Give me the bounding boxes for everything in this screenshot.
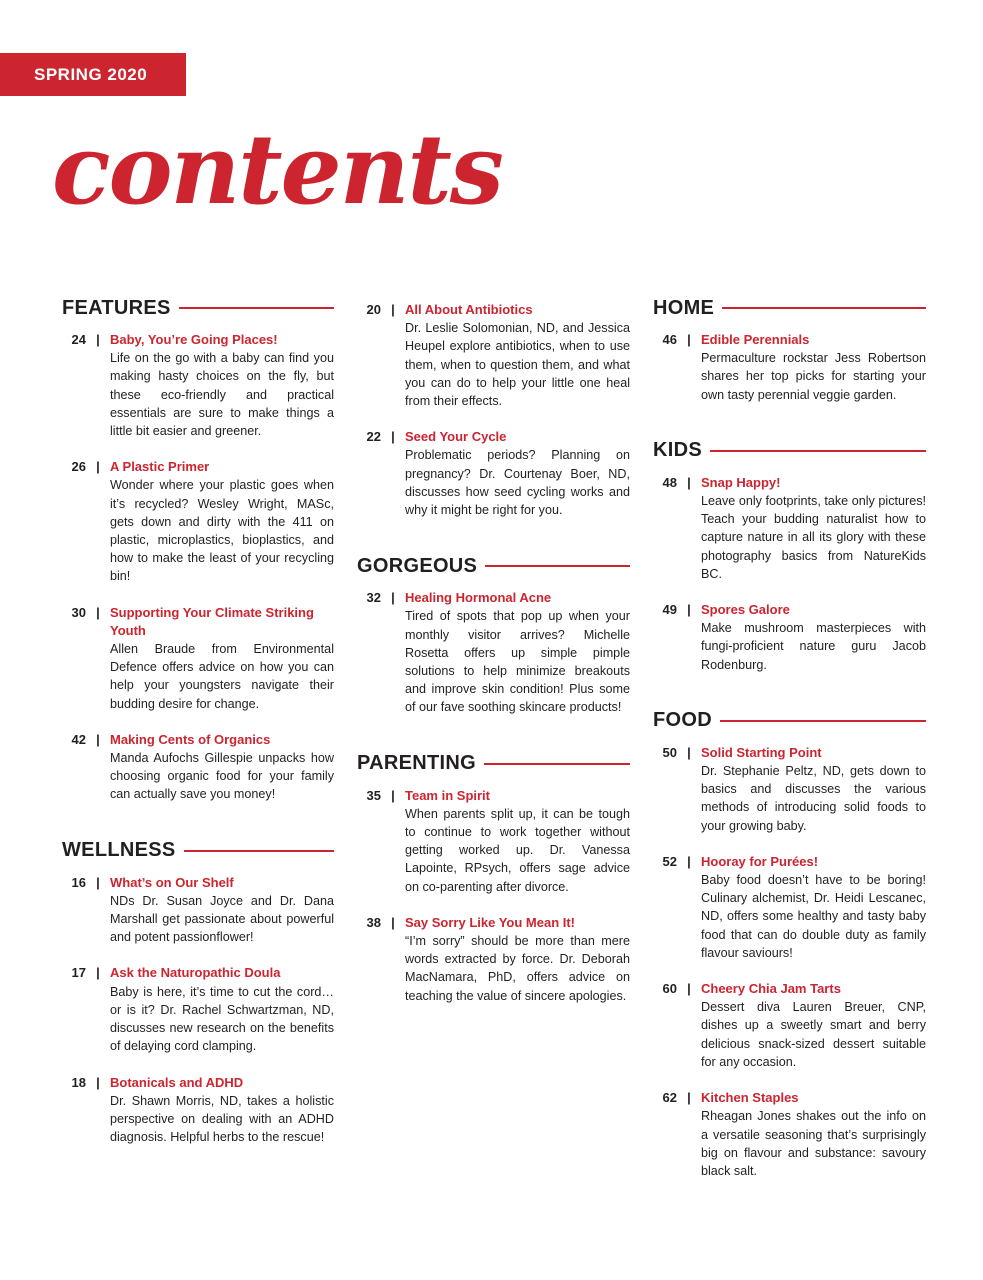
toc-entry [653, 853, 926, 962]
entry-title: Hooray for Purées! [701, 853, 819, 869]
separator: | [687, 853, 691, 869]
section-rule [710, 450, 926, 452]
entry-description: Wonder where your plastic goes when it’s recycled? Wesley Wright, MASc, gets down and dirty with the 411 on plastic, microplastics, bioplastics, and how to make the least of your recycling bin! [110, 478, 334, 584]
page-title: contents [52, 113, 502, 226]
page-number: 60 [662, 981, 677, 997]
entry-description: Dessert diva Lauren Breuer, CNP, dishes up a sweetly smart and berry delicious snack-sized dessert suitable for any occasion. [701, 1000, 926, 1069]
separator: | [96, 459, 100, 475]
page-number: 22 [366, 429, 381, 445]
toc-entry [653, 744, 926, 835]
entry-title: Spores Galore [701, 602, 790, 618]
entry-description: Dr. Stephanie Peltz, ND, gets down to basics and discusses the various methods of introducing solid foods to your growing baby. [701, 764, 926, 833]
separator: | [687, 1090, 691, 1106]
entry-title: Seed Your Cycle [405, 429, 507, 445]
section-rule [184, 850, 334, 852]
entry-list-wellness [62, 874, 334, 1147]
entry-list-food [653, 744, 926, 1180]
page-number: 32 [366, 590, 381, 606]
entry-body [405, 428, 630, 519]
entry-description: Problematic periods? Planning on pregnancy? Dr. Courtenay Boer, ND, discusses how seed cycling works and why it might be right for you. [405, 448, 630, 518]
entry-title: Healing Hormonal Acne [405, 590, 552, 606]
section-header-home [653, 293, 926, 323]
entry-body [110, 1074, 334, 1147]
toc-entry [62, 1074, 334, 1147]
entry-body [405, 589, 630, 716]
entry-list-home [653, 331, 926, 404]
entry-list-gorgeous [357, 589, 630, 716]
entry-list-kids [653, 474, 926, 674]
toc-entry [357, 787, 630, 896]
entry-title: Solid Starting Point [701, 744, 822, 760]
entry-description: Manda Aufochs Gillespie unpacks how choosing organic food for your family can actually save you money! [110, 751, 334, 802]
entry-body [110, 604, 334, 713]
toc-entry [653, 980, 926, 1071]
entry-title: Making Cents of Organics [110, 731, 271, 747]
section-header-parenting [357, 749, 630, 779]
entry-body [701, 980, 926, 1071]
entry-title: Kitchen Staples [701, 1090, 799, 1106]
entry-body [701, 331, 926, 404]
separator: | [687, 981, 691, 997]
section-title: KIDS [653, 439, 702, 462]
entry-description: NDs Dr. Susan Joyce and Dr. Dana Marshall get passionate about powerful and potent passionflower! [110, 893, 334, 945]
section-title: WELLNESS [62, 839, 176, 862]
entry-description: Leave only footprints, take only pictures! Teach your budding naturalist how to capture nature in all its glory with these photography basics from NatureKids BC. [701, 494, 926, 581]
entry-description: Life on the go with a baby can find you making hasty choices on the fly, but these eco-friendly and practical essentials are sure to make things a little bit easier and greener. [110, 351, 334, 439]
separator: | [687, 744, 691, 760]
entry-body [405, 787, 630, 896]
toc-entry [62, 964, 334, 1055]
page-number: 30 [71, 604, 86, 620]
separator: | [391, 302, 395, 317]
issue-label: SPRING 2020 [34, 65, 148, 84]
entry-description: Permaculture rockstar Jess Robertson shares her top picks for starting your own tasty perennial veggie garden. [701, 351, 926, 402]
entry-body [110, 731, 334, 804]
page-number: 42 [71, 731, 86, 747]
section-header-wellness [62, 836, 334, 866]
toc-entry [653, 1089, 926, 1180]
page-number: 35 [366, 787, 381, 803]
page-number: 52 [662, 853, 677, 869]
entry-description: When parents split up, it can be tough to continue to work together without getting worked up. Dr. Vanessa Lapointe, RPsych, offers sage advice on co-parenting after divorce. [405, 806, 630, 894]
toc-entry [357, 428, 630, 519]
toc-entry [62, 458, 334, 585]
section-title: FOOD [653, 709, 712, 732]
section-title: GORGEOUS [357, 554, 478, 577]
page-number: 48 [662, 474, 677, 490]
section-rule [720, 720, 926, 722]
entry-description: Baby food doesn’t have to be boring! Culinary alchemist, Dr. Heidi Lescanec, ND, offers some healthy and tasty baby food that can do double duty as family flavour saviours! [701, 873, 926, 960]
entry-description: Tired of spots that pop up when your monthly visitor arrives? Michelle Rosetta offers up simple pimple solutions to help minimize breakouts and improve skin condition! Plus some of our fave soothing skincare products! [405, 609, 630, 715]
entry-description: “I’m sorry” should be more than mere words extracted by force. Dr. Deborah MacNamara, PhD, offers advice on teaching the value of sincere apologies. [405, 934, 630, 1003]
entry-title: Snap Happy! [701, 474, 781, 490]
page-number: 20 [366, 302, 381, 317]
entry-description: Baby is here, it’s time to cut the cord… or is it? Dr. Rachel Schwartzman, ND, discusses new research on the benefits of delaying cord clamping. [110, 984, 334, 1054]
separator: | [391, 590, 395, 606]
page-number: 26 [71, 459, 86, 475]
separator: | [391, 914, 395, 930]
toc-entry [62, 874, 334, 947]
separator: | [96, 604, 100, 620]
page-number: 46 [662, 332, 677, 347]
toc-entry [62, 331, 334, 440]
section-title: HOME [653, 296, 715, 319]
entry-description: Allen Braude from Environmental Defence offers advice on how you can help your youngsters navigate their budding desire for change. [110, 642, 334, 711]
separator: | [687, 474, 691, 490]
entry-body [701, 1089, 926, 1180]
entry-body [701, 474, 926, 583]
page-number: 18 [71, 1074, 86, 1090]
entry-body [110, 874, 334, 947]
separator: | [391, 429, 395, 445]
entry-title: What’s on Our Shelf [110, 874, 234, 890]
separator: | [96, 332, 100, 347]
entry-list-features [62, 331, 334, 804]
page-number: 38 [366, 914, 381, 930]
entry-title: All About Antibiotics [405, 302, 533, 317]
toc-entry [357, 589, 630, 716]
column-middle [357, 293, 630, 1023]
separator: | [687, 602, 691, 618]
section-header-kids [653, 436, 926, 466]
entry-title: Edible Perennials [701, 332, 810, 347]
column-left [62, 293, 334, 1164]
entry-title: Say Sorry Like You Mean It! [405, 914, 576, 930]
section-header-gorgeous [357, 551, 630, 581]
entry-description: Rheagan Jones shakes out the info on a versatile seasoning that’s surprisingly big on flavour and substance: savoury black salt. [701, 1109, 926, 1178]
page-number: 49 [662, 602, 677, 618]
toc-entry [357, 301, 630, 410]
entry-body [405, 914, 630, 1005]
entry-title: Ask the Naturopathic Doula [110, 965, 281, 981]
entry-body [405, 301, 630, 410]
entry-title: Cheery Chia Jam Tarts [701, 981, 841, 997]
page-number: 50 [662, 744, 677, 760]
section-title: FEATURES [62, 296, 171, 319]
entry-body [701, 853, 926, 962]
toc-entry [653, 474, 926, 583]
entry-title: A Plastic Primer [110, 459, 210, 475]
entry-description: Dr. Leslie Solomonian, ND, and Jessica Heupel explore antibiotics, when to use them, when to question them, and what you can do to help your little one heal from their effects. [405, 321, 630, 409]
section-rule [485, 565, 630, 567]
section-rule [484, 763, 630, 765]
entry-body [110, 331, 334, 440]
separator: | [96, 1074, 100, 1090]
page-number: 24 [71, 332, 86, 347]
page-number: 16 [71, 874, 86, 890]
separator: | [96, 874, 100, 890]
section-header-food [653, 706, 926, 736]
entry-description: Dr. Shawn Morris, ND, takes a holistic perspective on dealing with an ADHD diagnosis. Helpful herbs to the rescue! [110, 1093, 334, 1145]
toc-entry [653, 331, 926, 404]
entry-title: Baby, You’re Going Places! [110, 332, 278, 347]
entry-list-wellness-continued [357, 301, 630, 519]
toc-entry [653, 601, 926, 674]
toc-entry [62, 731, 334, 804]
entry-title: Botanicals and ADHD [110, 1074, 244, 1090]
separator: | [96, 731, 100, 747]
entry-body [701, 744, 926, 835]
entry-body [110, 964, 334, 1055]
column-right [653, 293, 926, 1198]
entry-description: Make mushroom masterpieces with fungi-proficient nature guru Jacob Rodenburg. [701, 621, 926, 672]
issue-banner [0, 53, 186, 96]
entry-title: Team in Spirit [405, 787, 490, 803]
section-header-features [62, 293, 334, 323]
entry-title: Supporting Your Climate Striking Youth [110, 604, 314, 638]
toc-entry [62, 604, 334, 713]
section-title: PARENTING [357, 752, 476, 775]
entry-body [110, 458, 334, 585]
section-rule [722, 307, 926, 309]
page-number: 62 [662, 1090, 677, 1106]
separator: | [96, 965, 100, 981]
entry-body [701, 601, 926, 674]
entry-list-parenting [357, 787, 630, 1005]
section-rule [179, 307, 334, 309]
separator: | [687, 332, 691, 347]
toc-entry [357, 914, 630, 1005]
page-number: 17 [71, 965, 86, 981]
separator: | [391, 787, 395, 803]
